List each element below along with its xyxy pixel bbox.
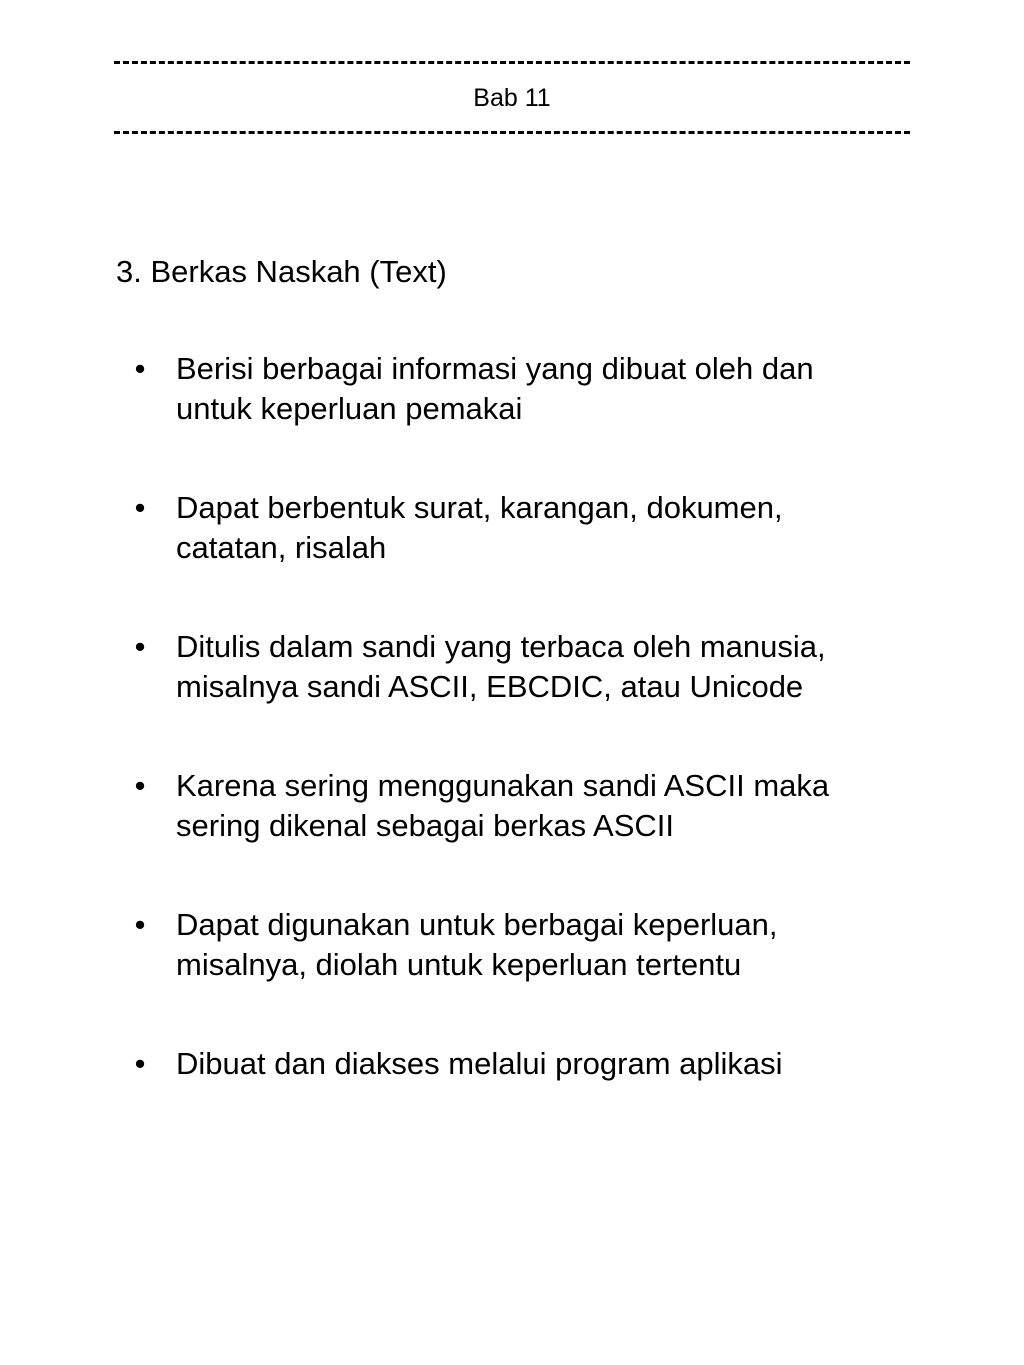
bullet-item [0, 1044, 1024, 1084]
bullet-text: Dapat digunakan untuk berbagai keperluan, misalnya, diolah untuk keperluan tertentu [176, 907, 778, 982]
bullet-dot-icon: • [134, 768, 146, 803]
bullet-item [0, 627, 1024, 707]
bullet-dot-icon: • [134, 907, 146, 942]
bullet-text: Berisi berbagai informasi yang dibuat oleh dan untuk keperluan pemakai [176, 351, 814, 426]
bullet-text: Karena sering menggunakan sandi ASCII maka sering dikenal sebagai berkas ASCII [176, 768, 830, 843]
bullet-dot-icon: • [134, 1046, 146, 1081]
header-top-divider [114, 61, 910, 64]
bullet-item [0, 766, 1024, 846]
bullet-item [0, 488, 1024, 568]
bullet-text: Dapat berbentuk surat, karangan, dokumen, catatan, risalah [176, 490, 783, 565]
bullet-list [0, 349, 1024, 1143]
bullet-item [0, 349, 1024, 429]
bullet-item [0, 905, 1024, 985]
bullet-dot-icon: • [134, 490, 146, 525]
bullet-dot-icon: • [134, 351, 146, 386]
bullet-text: Dibuat dan diakses melalui program aplikasi [176, 1046, 783, 1081]
bullet-dot-icon: • [134, 629, 146, 664]
bullet-text: Ditulis dalam sandi yang terbaca oleh manusia, misalnya sandi ASCII, EBCDIC, atau Unicode [176, 629, 826, 704]
header-bottom-divider [114, 131, 910, 134]
section-title: 3. Berkas Naskah (Text) [116, 254, 447, 289]
chapter-heading: Bab 11 [473, 84, 551, 112]
